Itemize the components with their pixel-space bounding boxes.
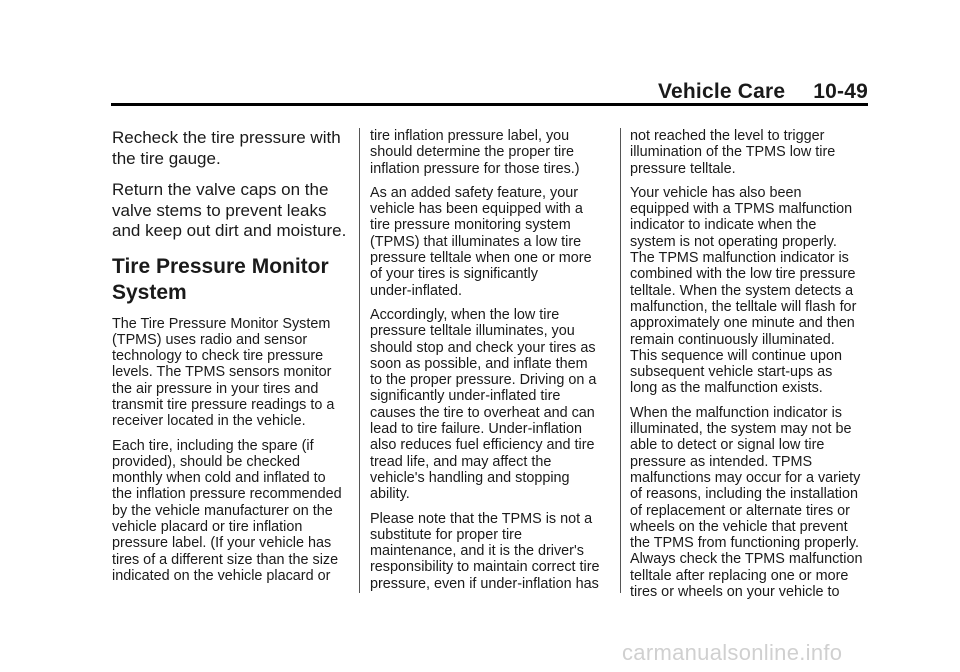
- paragraph: As an added safety feature, your vehicle has been equipped with a tire pressure monitoring system (TPMS) that illuminates a low tire pressure telltale when one or more of your tires is significantly under-inflated.: [370, 184, 592, 299]
- page-number: 10-49: [813, 80, 868, 103]
- column-3: [630, 128, 870, 608]
- paragraph: The Tire Pressure Monitor System (TPMS) uses radio and sensor technology to check tire pressure levels. The TPMS sensors monitor the air pressure in your tires and transmit tire pressure readings to a receiver located in the vehicle.: [112, 315, 335, 430]
- paragraph: When the malfunction indicator is illuminated, the system may not be able to detect or signal low tire pressure as intended. TPMS malfunctions may occur for a variety of reasons, including the installation of replacement or alternate tires or wheels on the vehicle that prevent the TPMS from functioning properly. Always check the TPMS malfunction telltale after replacing one or more tires or wheels on your vehicle to: [630, 404, 863, 601]
- step-recheck-pressure: Recheck the tire pressure with the tire gauge.: [112, 128, 341, 168]
- watermark: carmanualsonline.info: [622, 640, 843, 665]
- paragraph: Your vehicle has also been equipped with a TPMS malfunction indicator to indicate when the system is not operating properly. The TPMS malfunction indicator is combined with the low tire pressure telltale. When the system detects a malfunction, the telltale will flash for approximately one minute and then remain continuously illuminated. This sequence will continue upon subsequent vehicle start-ups as long as the malfunction exists.: [630, 184, 857, 397]
- paragraph: Each tire, including the spare (if provided), should be checked monthly when cold and inflated to the inflation pressure recommended by the vehicle manufacturer on the vehicle placard or tire inflation pressure label. (If your vehicle has tires of a different size than the size indicated on the vehicle placard or: [112, 437, 342, 584]
- header-rule: [111, 103, 868, 106]
- step-return-valve-caps: Return the valve caps on the valve stems to prevent leaks and keep out dirt and moisture.: [112, 180, 347, 240]
- column-divider-1: [359, 128, 360, 593]
- column-1: [112, 128, 347, 592]
- column-divider-2: [620, 128, 621, 593]
- page-header: [658, 80, 868, 104]
- paragraph: Please note that the TPMS is not a substitute for proper tire maintenance, and it is the driver's responsibility to maintain correct tire pressure, even if under-inflation has: [370, 510, 600, 592]
- paragraph: not reached the level to trigger illumination of the TPMS low tire pressure telltale.: [630, 128, 836, 177]
- section-heading-tpms: Tire Pressure Monitor System: [112, 254, 329, 304]
- column-2: [370, 128, 610, 600]
- section-title: Vehicle Care: [657, 80, 786, 103]
- paragraph: tire inflation pressure label, you should determine the proper tire inflation pressure for those tires.): [370, 128, 580, 177]
- paragraph: Accordingly, when the low tire pressure telltale illuminates, you should stop and check your tires as soon as possible, and inflate them to the proper pressure. Driving on a significantly under-inflated tire causes the tire to overheat and can lead to tire failure. Under-inflation also reduces fuel efficiency and tire tread life, and may affect the vehicle's handling and stopping ability.: [370, 306, 597, 503]
